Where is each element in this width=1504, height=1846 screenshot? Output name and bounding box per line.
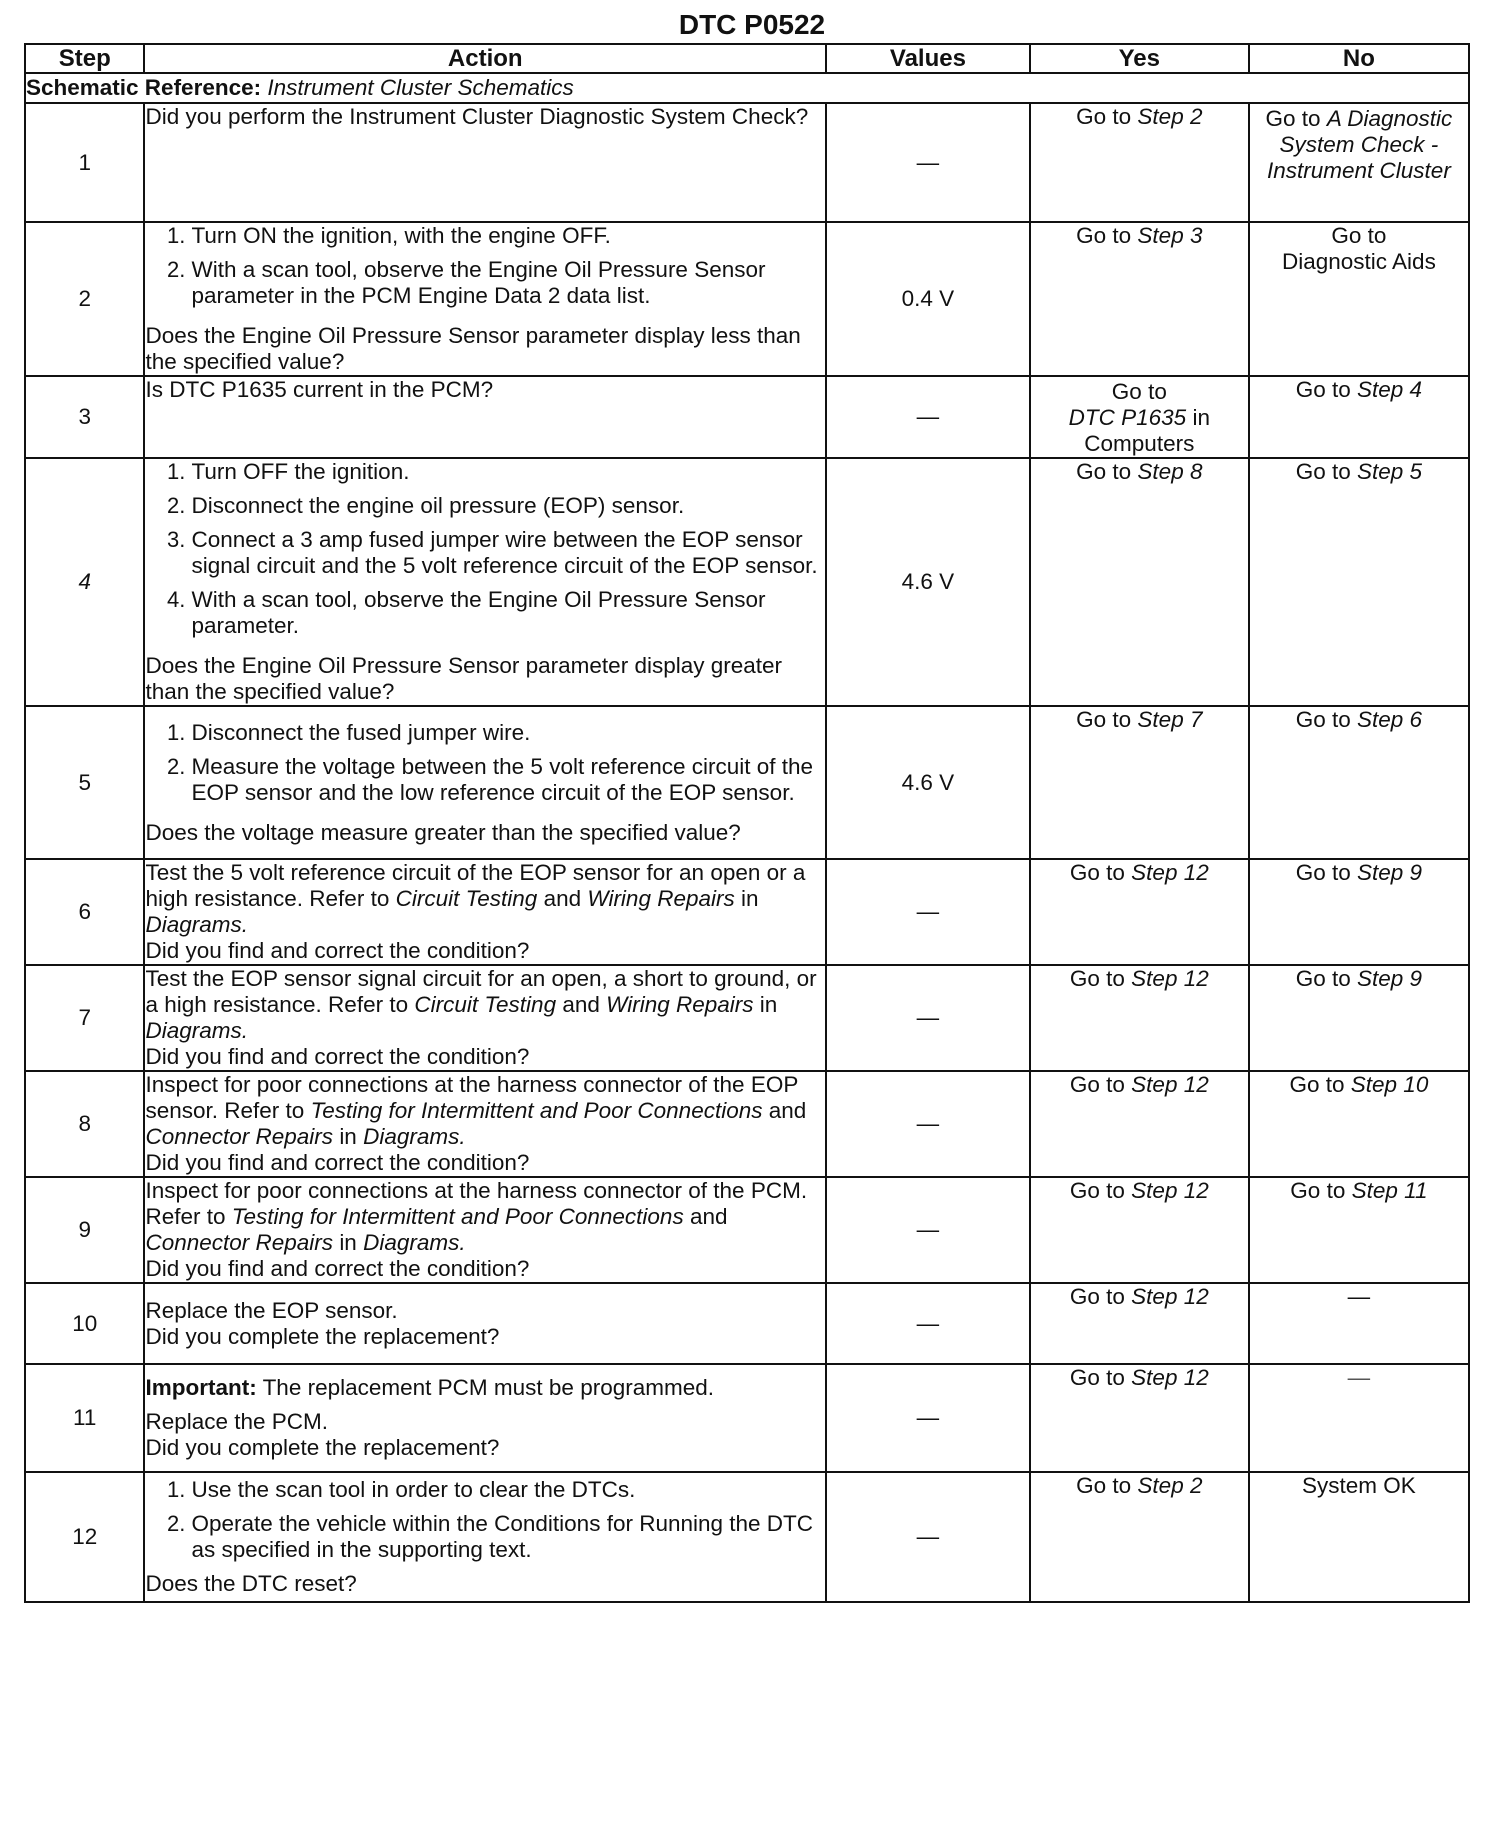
yes-link[interactable]: Go to Step 12 [1069, 860, 1209, 885]
important-note: Important: The replacement PCM must be programmed. [145, 1375, 714, 1400]
action-list [145, 223, 825, 317]
list-item: 3. Connect a 3 amp fused jumper wire between the EOP sensor signal circuit and the 5 volt reference circuit of the EOP sensor. [191, 527, 825, 579]
step-number: 10 [25, 1283, 144, 1364]
reference-link[interactable]: Wiring Repairs [587, 886, 735, 911]
value-cell: — [826, 859, 1030, 965]
no-link[interactable]: Go to Step 5 [1295, 459, 1423, 484]
value-cell: — [826, 103, 1030, 222]
no-value: — [1347, 1284, 1371, 1309]
action-question: Did you find and correct the condition? [145, 1044, 530, 1069]
diagnostic-table [24, 43, 1470, 1603]
value-cell: 4.6 V [826, 706, 1030, 859]
reference-link[interactable]: Testing for Intermittent and Poor Connections [310, 1098, 763, 1123]
header-action: Action [144, 44, 826, 73]
yes-link[interactable]: Go to Step 2 [1076, 104, 1203, 129]
page-title: DTC P0522 [678, 9, 826, 40]
value-cell: — [826, 965, 1030, 1071]
action-question: Did you find and correct the condition? [145, 938, 530, 963]
header-no: No [1249, 44, 1469, 73]
yes-link[interactable]: Go to DTC P1635 in Computers [1068, 379, 1210, 456]
step-number: 8 [25, 1071, 144, 1177]
value-cell: — [826, 1071, 1030, 1177]
yes-link[interactable]: Go to Step 12 [1069, 1284, 1209, 1309]
step-number: 5 [25, 706, 144, 859]
action-question: Did you complete the replacement? [145, 1323, 500, 1349]
no-link[interactable]: Go to Step 9 [1295, 860, 1423, 885]
schematic-reference-label: Schematic Reference: [26, 75, 262, 100]
step-number: 9 [25, 1177, 144, 1283]
schematic-reference-row [25, 73, 1469, 103]
reference-link[interactable]: Diagrams. [145, 1018, 248, 1043]
value-cell: — [826, 1364, 1030, 1472]
no-link[interactable]: Go to Step 6 [1295, 707, 1423, 732]
no-value: System OK [1302, 1473, 1416, 1498]
yes-link[interactable]: Go to Step 12 [1069, 1178, 1209, 1203]
step-number: 11 [25, 1364, 144, 1472]
reference-link[interactable]: Diagrams. [363, 1124, 466, 1149]
yes-link[interactable]: Go to Step 3 [1076, 223, 1203, 248]
list-item: 1. Use the scan tool in order to clear the DTCs. [191, 1477, 825, 1503]
list-item: 2. Measure the voltage between the 5 volt reference circuit of the EOP sensor and the low reference circuit of the EOP sensor. [191, 754, 825, 806]
action-question: Does the voltage measure greater than the specified value? [145, 819, 741, 845]
table-row [25, 458, 1469, 706]
action-question: Did you find and correct the condition? [145, 1256, 530, 1281]
value-cell: — [826, 1283, 1030, 1364]
table-row [25, 965, 1469, 1071]
list-item: 1. Turn OFF the ignition. [191, 459, 825, 485]
reference-link[interactable]: Wiring Repairs [606, 992, 754, 1017]
action-text: Replace the EOP sensor. [145, 1297, 398, 1323]
list-item: 2. Operate the vehicle within the Conditions for Running the DTC as specified in the supporting text. [191, 1511, 825, 1563]
value-cell: 0.4 V [826, 222, 1030, 376]
table-row [25, 859, 1469, 965]
table-row [25, 103, 1469, 222]
header-step: Step [25, 44, 144, 73]
header-values: Values [826, 44, 1030, 73]
schematic-reference-link[interactable]: Instrument Cluster Schematics [267, 75, 574, 100]
action-text: Is DTC P1635 current in the PCM? [145, 377, 494, 402]
value-cell: 4.6 V [826, 458, 1030, 706]
action-list [145, 1477, 825, 1571]
yes-link[interactable]: Go to Step 12 [1069, 966, 1209, 991]
table-row [25, 1177, 1469, 1283]
table-row [25, 706, 1469, 859]
value-cell: — [826, 1472, 1030, 1602]
list-item: 1. Disconnect the fused jumper wire. [191, 720, 825, 746]
no-link[interactable]: Go to A Diagnostic System Check - Instrument Cluster [1265, 106, 1453, 183]
step-number: 6 [25, 859, 144, 965]
step-number: 1 [25, 103, 144, 222]
yes-link[interactable]: Go to Step 2 [1076, 1473, 1203, 1498]
action-text: Did you perform the Instrument Cluster Diagnostic System Check? [145, 104, 809, 129]
action-text: Test the EOP sensor signal circuit for an open, a short to ground, or a high resistance. Refer to Circuit Testing and Wiring Repairs in Diagrams. [145, 966, 817, 1043]
reference-link[interactable]: Circuit Testing [414, 992, 557, 1017]
yes-link[interactable]: Go to Step 12 [1069, 1365, 1209, 1390]
reference-link[interactable]: Testing for Intermittent and Poor Connections [231, 1204, 684, 1229]
no-link[interactable]: Go to Step 9 [1295, 966, 1423, 991]
table-row [25, 222, 1469, 376]
action-question: Did you find and correct the condition? [145, 1150, 530, 1175]
action-text: Inspect for poor connections at the harness connector of the EOP sensor. Refer to Testing for Intermittent and Poor Connections and Connector Repairs in Diagrams. [145, 1072, 807, 1149]
no-link[interactable]: Go to Step 10 [1289, 1072, 1429, 1097]
action-question: Does the Engine Oil Pressure Sensor parameter display greater than the specified value? [145, 653, 783, 704]
reference-link[interactable]: Diagrams. [145, 912, 248, 937]
list-item: 2. With a scan tool, observe the Engine Oil Pressure Sensor parameter in the PCM Engine Data 2 data list. [191, 257, 825, 309]
action-text: Test the 5 volt reference circuit of the EOP sensor for an open or a high resistance. Refer to Circuit Testing and Wiring Repairs in Diagrams. [145, 860, 806, 937]
yes-link[interactable]: Go to Step 7 [1076, 707, 1203, 732]
table-row [25, 1071, 1469, 1177]
table-row [25, 1364, 1469, 1472]
list-item: 2. Disconnect the engine oil pressure (EOP) sensor. [191, 493, 825, 519]
value-cell: — [826, 1177, 1030, 1283]
table-row [25, 376, 1469, 458]
action-text: Inspect for poor connections at the harness connector of the PCM. Refer to Testing for Intermittent and Poor Connections and Connector Repairs in Diagrams. [145, 1178, 808, 1255]
value-cell: — [826, 376, 1030, 458]
step-number: 3 [25, 376, 144, 458]
yes-link[interactable]: Go to Step 12 [1069, 1072, 1209, 1097]
step-number: 2 [25, 222, 144, 376]
action-text: Replace the PCM. [145, 1409, 329, 1434]
step-number: 4 [25, 458, 144, 706]
reference-link[interactable]: Connector Repairs [145, 1124, 334, 1149]
action-question: Did you complete the replacement? [145, 1435, 500, 1460]
reference-link[interactable]: Diagrams. [363, 1230, 466, 1255]
reference-link[interactable]: Connector Repairs [145, 1230, 334, 1255]
action-question: Does the Engine Oil Pressure Sensor parameter display less than the specified value? [145, 323, 801, 374]
table-row [25, 1472, 1469, 1602]
header-yes: Yes [1030, 44, 1249, 73]
yes-link[interactable]: Go to Step 8 [1076, 459, 1203, 484]
no-link[interactable]: Go to Step 4 [1295, 377, 1423, 402]
list-item: 4. With a scan tool, observe the Engine Oil Pressure Sensor parameter. [191, 587, 825, 639]
list-item: 1. Turn ON the ignition, with the engine OFF. [191, 223, 825, 249]
step-number: 12 [25, 1472, 144, 1602]
action-list [145, 720, 825, 814]
step-number: 7 [25, 965, 144, 1071]
no-link[interactable]: Go to Diagnostic Aids [1281, 223, 1436, 274]
action-question: Does the DTC reset? [145, 1571, 357, 1596]
action-list [145, 459, 825, 647]
no-value: — [1347, 1365, 1371, 1390]
reference-link[interactable]: Circuit Testing [395, 886, 538, 911]
table-row [25, 1283, 1469, 1364]
no-link[interactable]: Go to Step 11 [1290, 1178, 1428, 1203]
